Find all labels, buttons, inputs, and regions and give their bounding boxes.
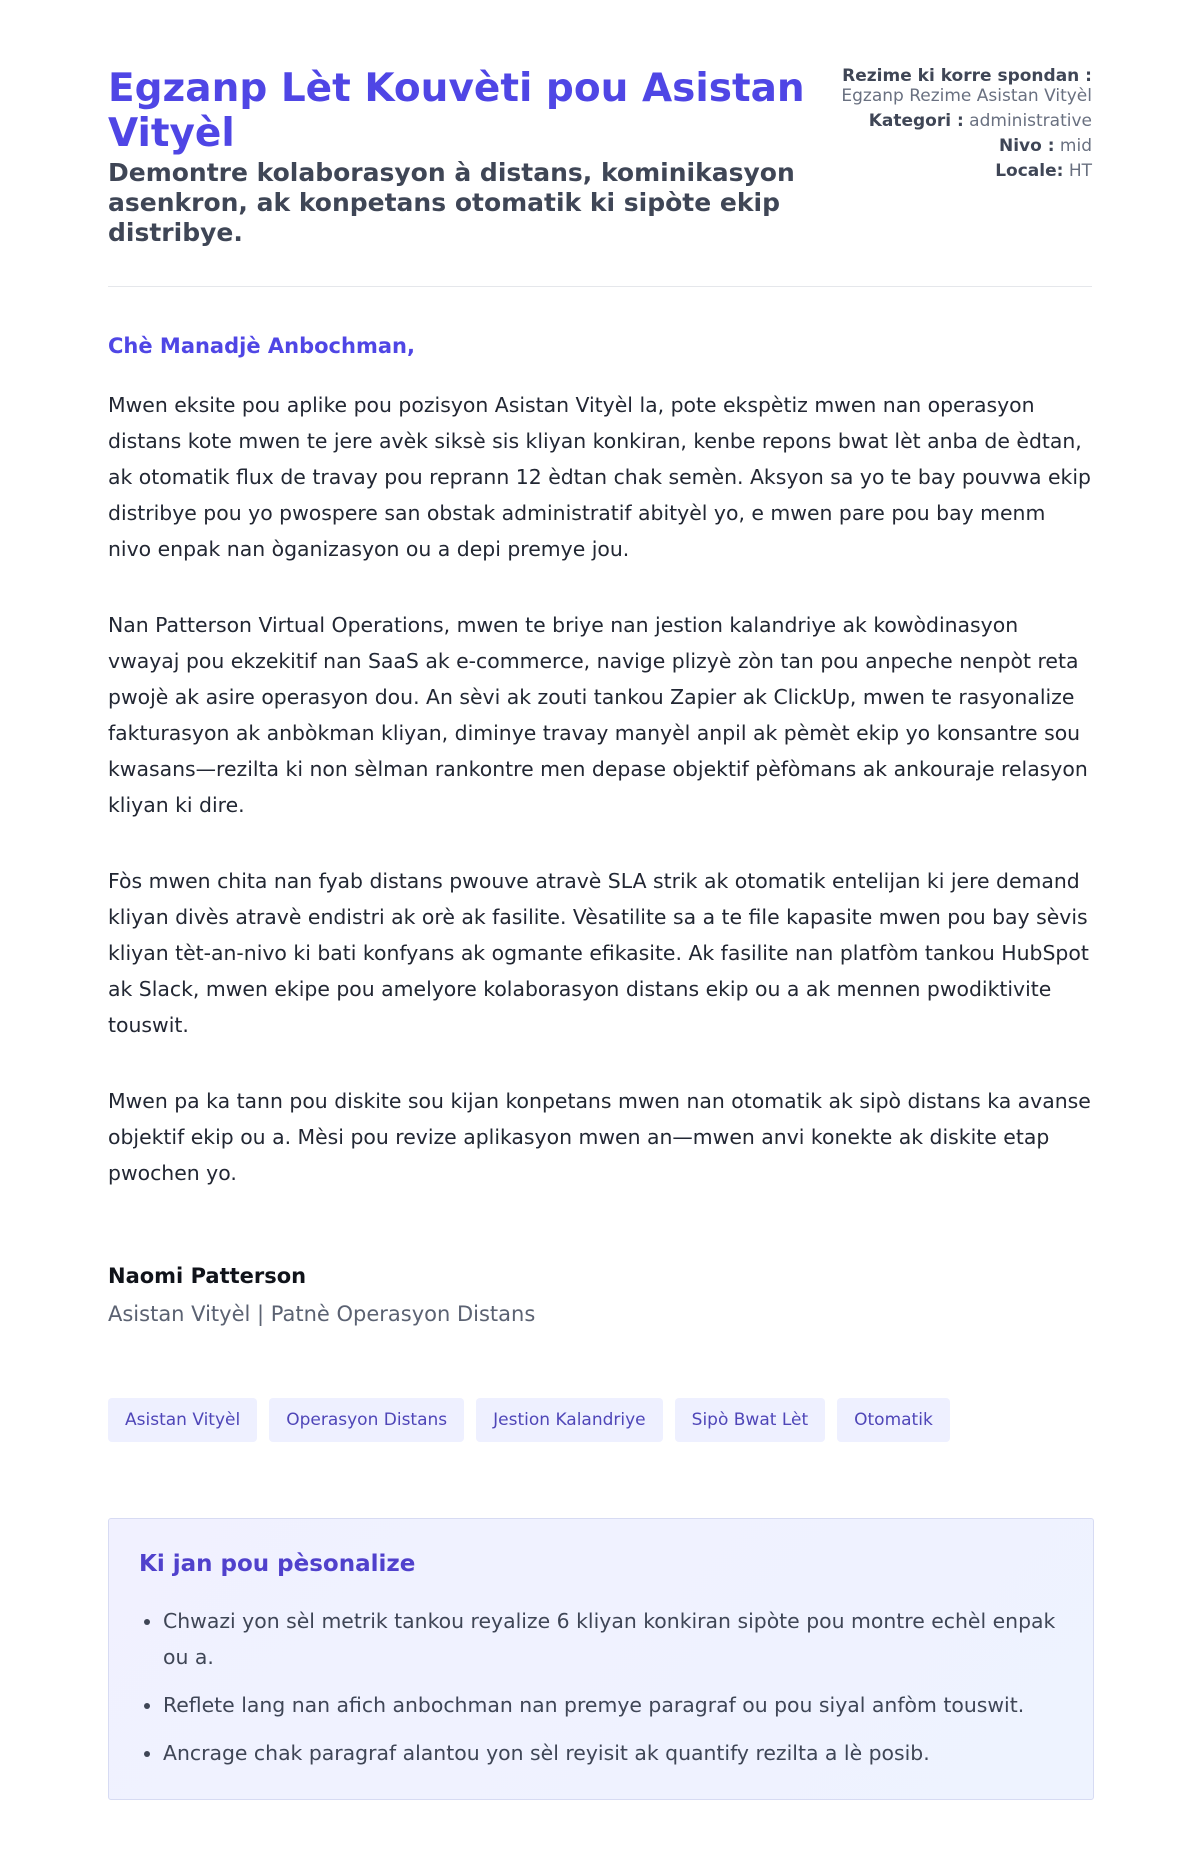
customization-tips-panel	[108, 1518, 1094, 1800]
tag-operasyon-distans[interactable]: Operasyon Distans	[269, 1398, 464, 1442]
metadata-locale	[832, 161, 1092, 181]
metadata-value: administrative	[969, 111, 1092, 131]
tips-list	[139, 1603, 1083, 1783]
tip-item: • Ancrage chak paragraf alantou yon sèl reyisit ak quantify rezilta a lè posib.	[163, 1735, 1083, 1771]
metadata-key: Locale:	[995, 161, 1064, 181]
tag-otomatik[interactable]: Otomatik	[837, 1398, 950, 1442]
page-title: Egzanp Lèt Kouvèti pou Asistan Vityèl	[108, 66, 805, 156]
tips-title: Ki jan pou pèsonalize	[139, 1551, 416, 1577]
tip-item: • Chwazi yon sèl metrik tankou reyalize 6 kliyan konkiran sipòte pou montre echèl enpak ou a.	[163, 1603, 1083, 1675]
skill-tags	[108, 1398, 1098, 1442]
signature-block	[108, 1262, 1008, 1328]
letter-paragraph: Mwen eksite pou aplike pou pozisyon Asistan Vityèl la, pote ekspètiz mwen nan operasyon distans kote mwen te jere avèk siksè sis kliyan konkiran, kenbe repons bwat lèt anba de èdtan, ak otomatik flux de travay pou reprann 12 èdtan chak semèn. Aksyon sa yo te bay pouvwa ekip distribye pou yo pwospere san obstak administratif abityèl yo, e mwen pare pou bay menm nivo enpak nan òganizasyon ou a depi premye jou.	[108, 393, 1091, 561]
letter-paragraph: Fòs mwen chita nan fyab distans pwouve atravè SLA strik ak otomatik entelijan ki jere demand kliyan divès atravè endistri ak orè ak fasilite. Vèsatilite sa a te file kapasite mwen pou bay sèvis kliyan tèt-an-nivo ki bati konfyans ak ogmante efikasite. Ak fasilite nan platfòm tankou HubSpot ak Slack, mwen ekipe pou amelyore kolaborasyon distans ekip ou a ak mennen pwodiktivite touswit.	[108, 869, 1089, 1037]
letter-salutation: Chè Manadjè Anbochman,	[108, 334, 415, 358]
metadata-related-resume	[832, 66, 1092, 106]
metadata-key: Kategori :	[868, 111, 964, 131]
tag-jestion-kalandriye[interactable]: Jestion Kalandriye	[476, 1398, 663, 1442]
signer-name: Naomi Patterson	[108, 1264, 307, 1288]
metadata-level	[832, 136, 1092, 156]
metadata-key: Rezime ki korre spondan :	[842, 66, 1092, 86]
letter-paragraph: Nan Patterson Virtual Operations, mwen te briye nan jestion kalandriye ak kowòdinasyon vwayaj pou ekzekitif nan SaaS ak e-commerce, navige plizyè zòn tan pou anpeche nenpòt reta pwojè ak asire operasyon dou. An sèvi ak zouti tankou Zapier ak ClickUp, mwen te rasyonalize fakturasyon ak anbòkman kliyan, diminye travay manyèl anpil ak pèmèt ekip yo konsantre sou kwasans—rezilta ki non sèlman rankontre men depase objektif pèfòmans ak ankouraje relasyon kliyan ki dire.	[108, 613, 1088, 817]
metadata-category	[832, 111, 1092, 131]
tag-asistan-vityel[interactable]: Asistan Vityèl	[108, 1398, 257, 1442]
tip-item: • Reflete lang nan afich anbochman nan premye paragraf ou pou siyal anfòm touswit.	[163, 1687, 1083, 1723]
letter-body	[108, 387, 1094, 1231]
metadata-value: mid	[1059, 136, 1092, 156]
signer-role: Asistan Vityèl | Patnè Operasyon Distans	[108, 1302, 536, 1326]
document-metadata	[832, 66, 1092, 186]
metadata-key: Nivo :	[998, 136, 1055, 156]
tag-sipo-bwat-let[interactable]: Sipò Bwat Lèt	[675, 1398, 825, 1442]
letter-paragraph: Mwen pa ka tann pou diskite sou kijan konpetans mwen nan otomatik ak sipò distans ka avanse objektif ekip ou a. Mèsi pou revize aplikasyon mwen an—mwen anvi konekte ak diskite etap pwochen yo.	[108, 1089, 1091, 1185]
metadata-value: Egzanp Rezime Asistan Vityèl	[841, 86, 1092, 106]
metadata-value: HT	[1068, 161, 1092, 181]
page-subtitle: Demontre kolaborasyon à distans, kominikasyon asenkron, ak konpetans otomatik ki sipòte ekip distribye.	[108, 158, 795, 247]
document-header	[108, 66, 1092, 287]
